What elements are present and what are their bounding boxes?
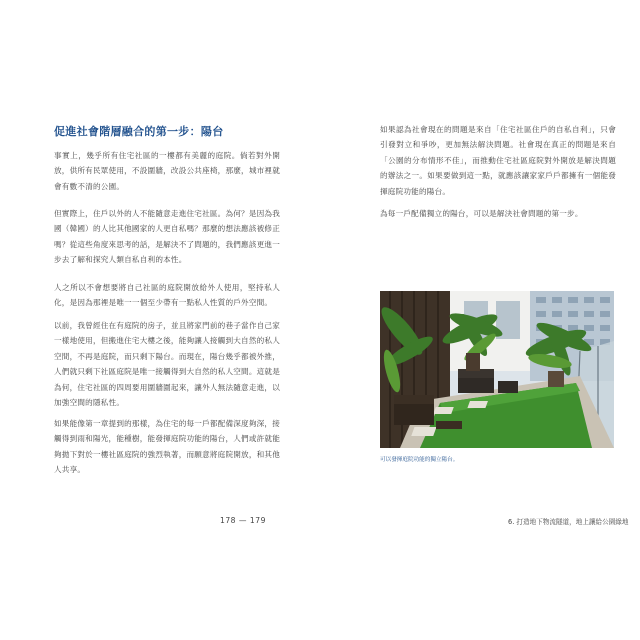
left-paragraph-1: 事實上，幾乎所有住宅社區的一樓都有美麗的庭院。倘若對外開放，供所有民眾使用，不設圍牆，改設公共座椅，那麼，城市裡就會有數不清的公園。 [54,151,281,191]
balcony-illustration [380,291,614,448]
right-paragraph-2: 為每一戶配備獨立的陽台，可以是解決社會問題的第一步。 [380,209,583,218]
left-paragraph-5: 如果能像第一章提到的那樣，為住宅的每一戶都配備深度夠深，接觸得到雨和陽光，能種樹，能發揮庭院功能的陽台，人們或許就能夠拋下對於一樓社區庭院的強烈執著，而願意將庭院開放，和其他人共享。 [54,419,281,475]
left-paragraph-2: 但實際上，住戶以外的人不能隨意走進住宅社區。為何？是因為我國（韓國）的人比其他國家的人更自私嗎？那麼的想法應該被修正嗎？從這些角度來思考的話，是解決不了問題的，我們應該更進一步去了解和探究人類自私自利的本性。 [54,209,281,265]
page-numbers: 178 — 179 [220,516,266,525]
balcony-photo [380,291,614,448]
running-footer: 6. 打造地下物流隧道，地上讓給公園綠地 [508,518,629,526]
photo-caption: 可以發揮庭院功能的獨立陽台。 [380,457,459,463]
right-paragraph-1: 如果認為社會現在的問題是來自「住宅社區住戶的自私自利」，只會引發對立和爭吵，更加無法解決問題。社會現在真正的問題是來自「公園的分布情形不佳」，而推動住宅社區庭院對外開放是解決問題的辦法之一。如果要做到這一點，就應該讓家家戶戶都擁有一個能發揮庭院功能的陽台。 [380,125,616,196]
section-heading: 促進社會階層融合的第一步：陽台 [54,125,224,138]
left-paragraph-3: 人之所以不會想要將自己社區的庭院開放給外人使用，堅持私人化，是因為那裡是唯一一個至少帶有一點私人性質的戶外空間。 [54,283,280,308]
left-paragraph-4: 以前，我曾經住在有庭院的房子，並且將家門前的巷子當作自己家一樣地使用，但搬進住宅大樓之後，能夠讓人接觸到大自然的私人空間，不再是庭院，而只剩下陽台。而現在，陽台幾乎都被外推，人們就只剩下社區庭院是唯一接觸得到大自然的私人空間。這就是為何，住宅社區的四周要用圍牆圍起來，讓外人無法隨意走進，以加強空間的隱私性。 [54,321,281,408]
